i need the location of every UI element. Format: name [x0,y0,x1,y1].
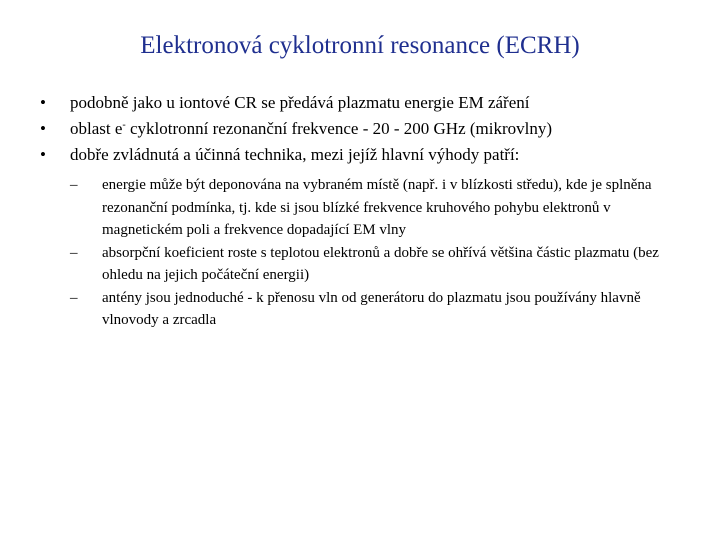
subbullet-marker: – [70,177,78,193]
subbullet-list [70,174,700,332]
bullet-text-suffix: cyklotronní rezonanční frekvence - 20 - 200 GHz (mikrovlny) [125,119,553,138]
subbullet-marker: – [70,244,78,261]
bullet-superscript: - [122,119,126,131]
bullet-item [40,90,700,116]
bullet-text: dobře zvládnutá a účinná technika, mezi jejíž hlavní výhody patří: [70,145,520,164]
bullet-text-prefix: oblast e [70,119,123,138]
bullet-marker: • [40,119,46,138]
bullet-item [40,142,700,332]
subbullet-item [70,242,682,287]
subbullet-text: absorpční koeficient roste s teplotou elektronů a dobře se ohřívá většina částic plazmatu (bez ohledu na jejich počáteční energii) [102,244,659,283]
subbullet-marker: – [70,289,78,306]
bullet-text: podobně jako u iontové CR se předává plazmatu energie EM záření [70,93,530,112]
slide-title: Elektronová cyklotronní resonance (ECRH) [140,32,580,59]
bullet-list [40,90,700,332]
bullet-marker: • [40,93,46,112]
bullet-marker: • [40,145,46,164]
subbullet-text: energie může být deponována na vybraném místě (např. i v blízkosti středu), kde je splněna rezonanční podmínka, tj. kde si jsou blízké frekvence kruhového pohybu elektronů v magnetickém poli a frekvence dopadající EM vlny [102,177,652,238]
subbullet-item [70,174,682,242]
subbullet-text: antény jsou jednoduché - k přenosu vln od generátoru do plazmatu jsou používány hlavně vlnovody a zrcadla [102,289,641,328]
subbullet-item [70,287,682,332]
bullet-item [40,116,700,142]
